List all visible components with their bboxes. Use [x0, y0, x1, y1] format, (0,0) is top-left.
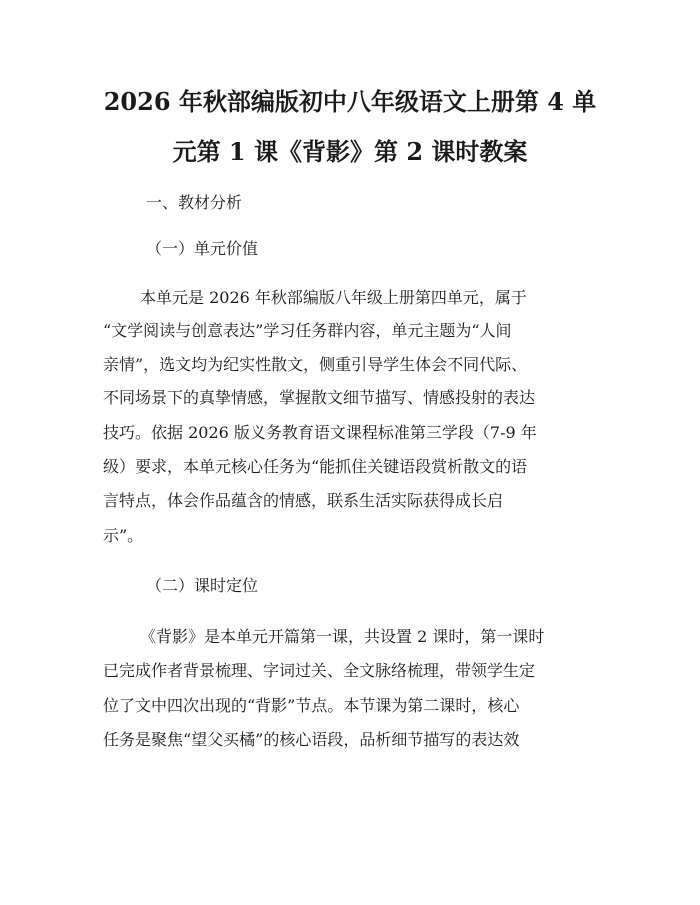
paragraph-line: 不同场景下的真挚情感，掌握散文细节描写、情感投射的表达	[103, 388, 536, 407]
paragraph-line: 任务是聚焦“望父买橘”的核心语段，品析细节描写的表达效	[103, 730, 520, 749]
paragraph-line: 位了文中四次出现的“背影”节点。本节课为第二课时，核心	[103, 696, 520, 715]
paragraph-line: 本单元是 2026 年秋部编版八年级上册第四单元，属于	[140, 288, 527, 307]
paragraph-line: “文学阅读与创意表达”学习任务群内容，单元主题为“人间	[103, 321, 512, 340]
paragraph-line: 亲情”，选文均为纪实性散文，侧重引导学生体会不同代际、	[103, 355, 528, 374]
subsection-heading-unit-value: （一）单元价值	[146, 239, 259, 258]
subsection-heading-lesson-positioning: （二）课时定位	[146, 576, 259, 595]
document-title-line-2: 元第 1 课《背影》第 2 课时教案	[172, 137, 528, 166]
paragraph-line: 技巧。依据 2026 版义务教育语文课程标准第三学段（7-9 年	[103, 423, 537, 442]
document-title-line-1: 2026 年秋部编版初中八年级语文上册第 4 单	[103, 87, 597, 116]
paragraph-line: 言特点，体会作品蕴含的情感，联系生活实际获得成长启	[103, 491, 504, 510]
paragraph-line: 已完成作者背景梳理、字词过关、全文脉络梳理，带领学生定	[103, 661, 536, 680]
section-heading-textbook-analysis: 一、教材分析	[146, 193, 243, 212]
paragraph-line: 示”。	[103, 526, 144, 545]
paragraph-line: 级）要求，本单元核心任务为“能抓住关键语段赏析散文的语	[103, 457, 528, 476]
paragraph-line: 《背影》是本单元开篇第一课，共设置 2 课时，第一课时	[140, 627, 545, 646]
